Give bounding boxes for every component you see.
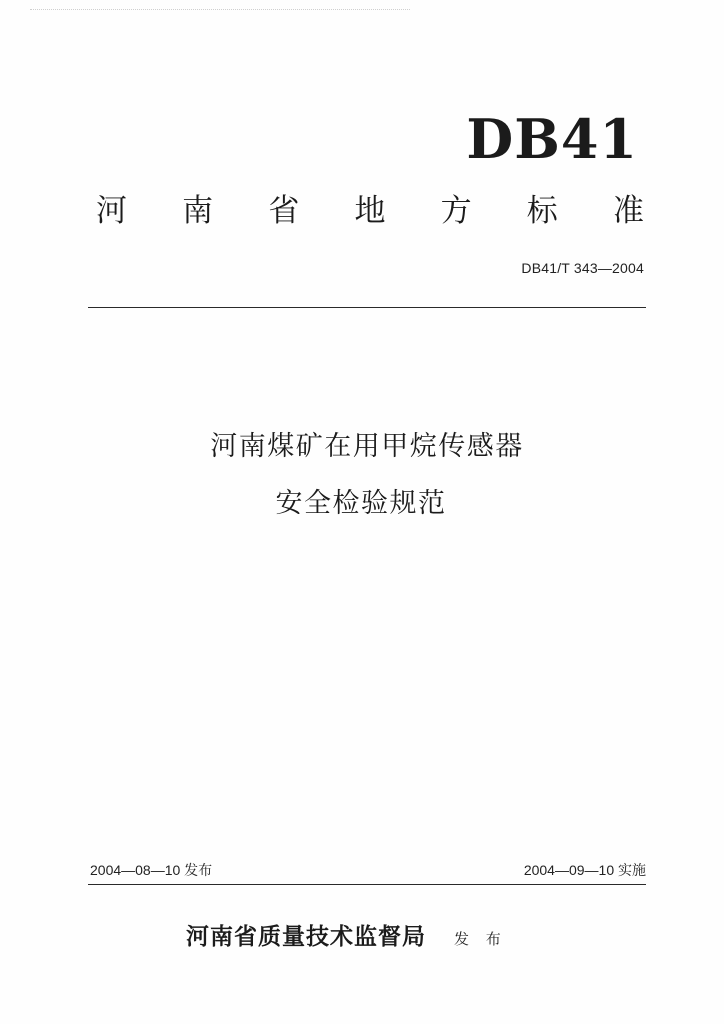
header-divider xyxy=(88,307,646,308)
standard-type-char: 省 xyxy=(268,193,300,229)
standard-type-char: 方 xyxy=(440,193,472,229)
standard-number: DB41/T 343—2004 xyxy=(521,260,644,276)
implementation-date: 2004—09—10 实施 xyxy=(523,862,646,878)
document-title-line-1: 河南煤矿在用甲烷传感器 xyxy=(210,431,524,462)
issue-date: 2004—08—10 发布 xyxy=(90,862,213,878)
document-title-line-2: 安全检验规范 xyxy=(275,488,447,519)
issuer-suffix: 发 布 xyxy=(454,930,507,948)
footer-divider xyxy=(88,884,646,885)
scan-artifact-line xyxy=(30,9,410,10)
standard-type-char: 河 xyxy=(96,193,127,229)
issuer-name: 河南省质量技术监督局 xyxy=(186,923,426,950)
standard-type-char: 南 xyxy=(182,193,214,229)
standard-type-char: 标 xyxy=(526,193,558,229)
issuer-block xyxy=(186,918,507,951)
standard-code-mark: DB41 xyxy=(466,107,638,171)
standard-type-char: 地 xyxy=(354,193,386,229)
standard-type-heading xyxy=(96,193,644,229)
standard-type-char: 准 xyxy=(612,193,644,229)
